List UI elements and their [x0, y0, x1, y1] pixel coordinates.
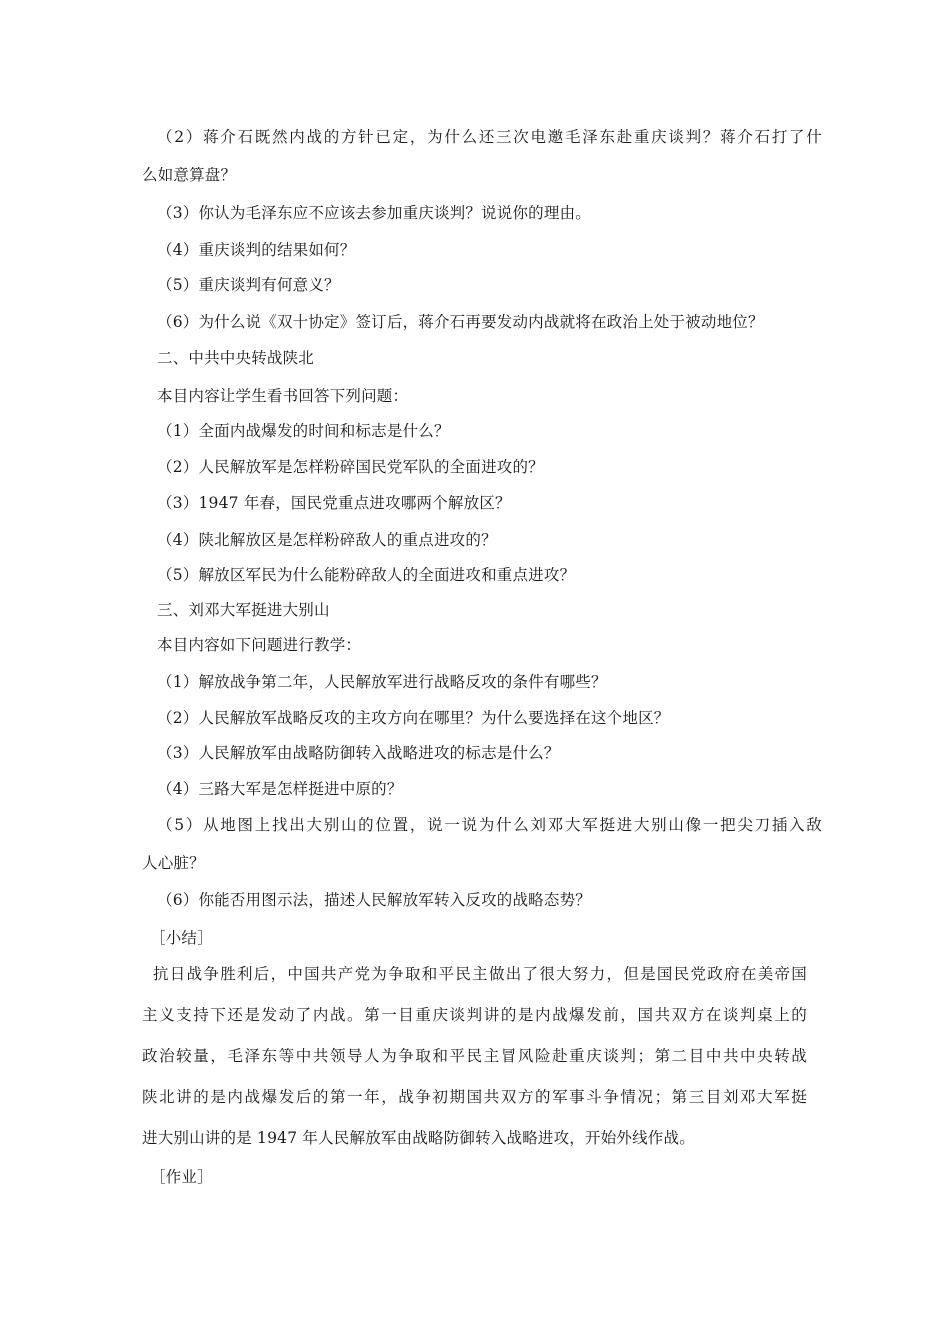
section-3-question-5-line-2: 人心脏？ — [142, 854, 205, 872]
homework-heading: ［作业］ — [150, 1168, 213, 1186]
summary-heading: ［小结］ — [150, 929, 213, 947]
section-3-question-1: （1）解放战争第二年，人民解放军进行战略反攻的条件有哪些？ — [157, 673, 607, 691]
question-3: （3）你认为毛泽东应不应该去参加重庆谈判？说说你的理由。 — [157, 204, 591, 222]
question-2-line-2: 么如意算盘？ — [142, 166, 237, 184]
section-2-question-4: （4）陕北解放区是怎样粉碎敌人的重点进攻的？ — [157, 531, 497, 549]
section-heading-2: 二、中共中央转战陕北 — [157, 349, 315, 367]
section-3-question-2: （2）人民解放军战略反攻的主攻方向在哪里？为什么要选择在这个地区？ — [157, 709, 670, 727]
section-2-intro: 本目内容让学生看书回答下列问题： — [157, 387, 409, 405]
section-2-question-3: （3）1947 年春，国民党重点进攻哪两个解放区？ — [157, 494, 511, 512]
summary-line-3: 政治较量，毛泽东等中共领导人为争取和平民主冒风险赴重庆谈判；第二目中共中央转战 — [142, 1047, 807, 1065]
section-3-question-3: （3）人民解放军由战略防御转入战略进攻的标志是什么？ — [157, 744, 560, 762]
question-5: （5）重庆谈判有何意义？ — [157, 276, 340, 294]
question-6: （6）为什么说《双十协定》签订后，蒋介石再要发动内战就将在政治上处于被动地位？ — [157, 313, 764, 331]
summary-line-4: 陕北讲的是内战爆发后的第一年，战争初期国共双方的军事斗争情况；第三目刘邓大军挺 — [142, 1088, 807, 1106]
question-2-line-1: （2）蒋介石既然内战的方针已定，为什么还三次电邀毛泽东赴重庆谈判？蒋介石打了什 — [157, 128, 822, 146]
section-3-question-6: （6）你能否用图示法，描述人民解放军转入反攻的战略态势？ — [157, 891, 591, 909]
section-2-question-1: （1）全面内战爆发的时间和标志是什么？ — [157, 422, 450, 440]
section-2-question-5: （5）解放区军民为什么能粉碎敌人的全面进攻和重点进攻？ — [157, 566, 576, 584]
summary-line-5: 进大别山讲的是 1947 年人民解放军由战略防御转入战略进攻，开始外线作战。 — [142, 1129, 695, 1147]
section-3-question-4: （4）三路大军是怎样挺进中原的？ — [157, 780, 403, 798]
section-2-question-2: （2）人民解放军是怎样粉碎国民党军队的全面进攻的？ — [157, 458, 544, 476]
question-4: （4）重庆谈判的结果如何？ — [157, 241, 356, 259]
section-3-intro: 本目内容如下问题进行教学： — [157, 636, 362, 654]
summary-line-1: 抗日战争胜利后，中国共产党为争取和平民主做出了很大努力，但是国民党政府在美帝国 — [153, 965, 807, 983]
summary-line-2: 主义支持下还是发动了内战。第一目重庆谈判讲的是内战爆发前，国共双方在谈判桌上的 — [142, 1006, 807, 1024]
section-heading-3: 三、刘邓大军挺进大别山 — [157, 601, 330, 619]
section-3-question-5-line-1: （5）从地图上找出大别山的位置，说一说为什么刘邓大军挺进大别山像一把尖刀插入敌 — [157, 816, 822, 834]
